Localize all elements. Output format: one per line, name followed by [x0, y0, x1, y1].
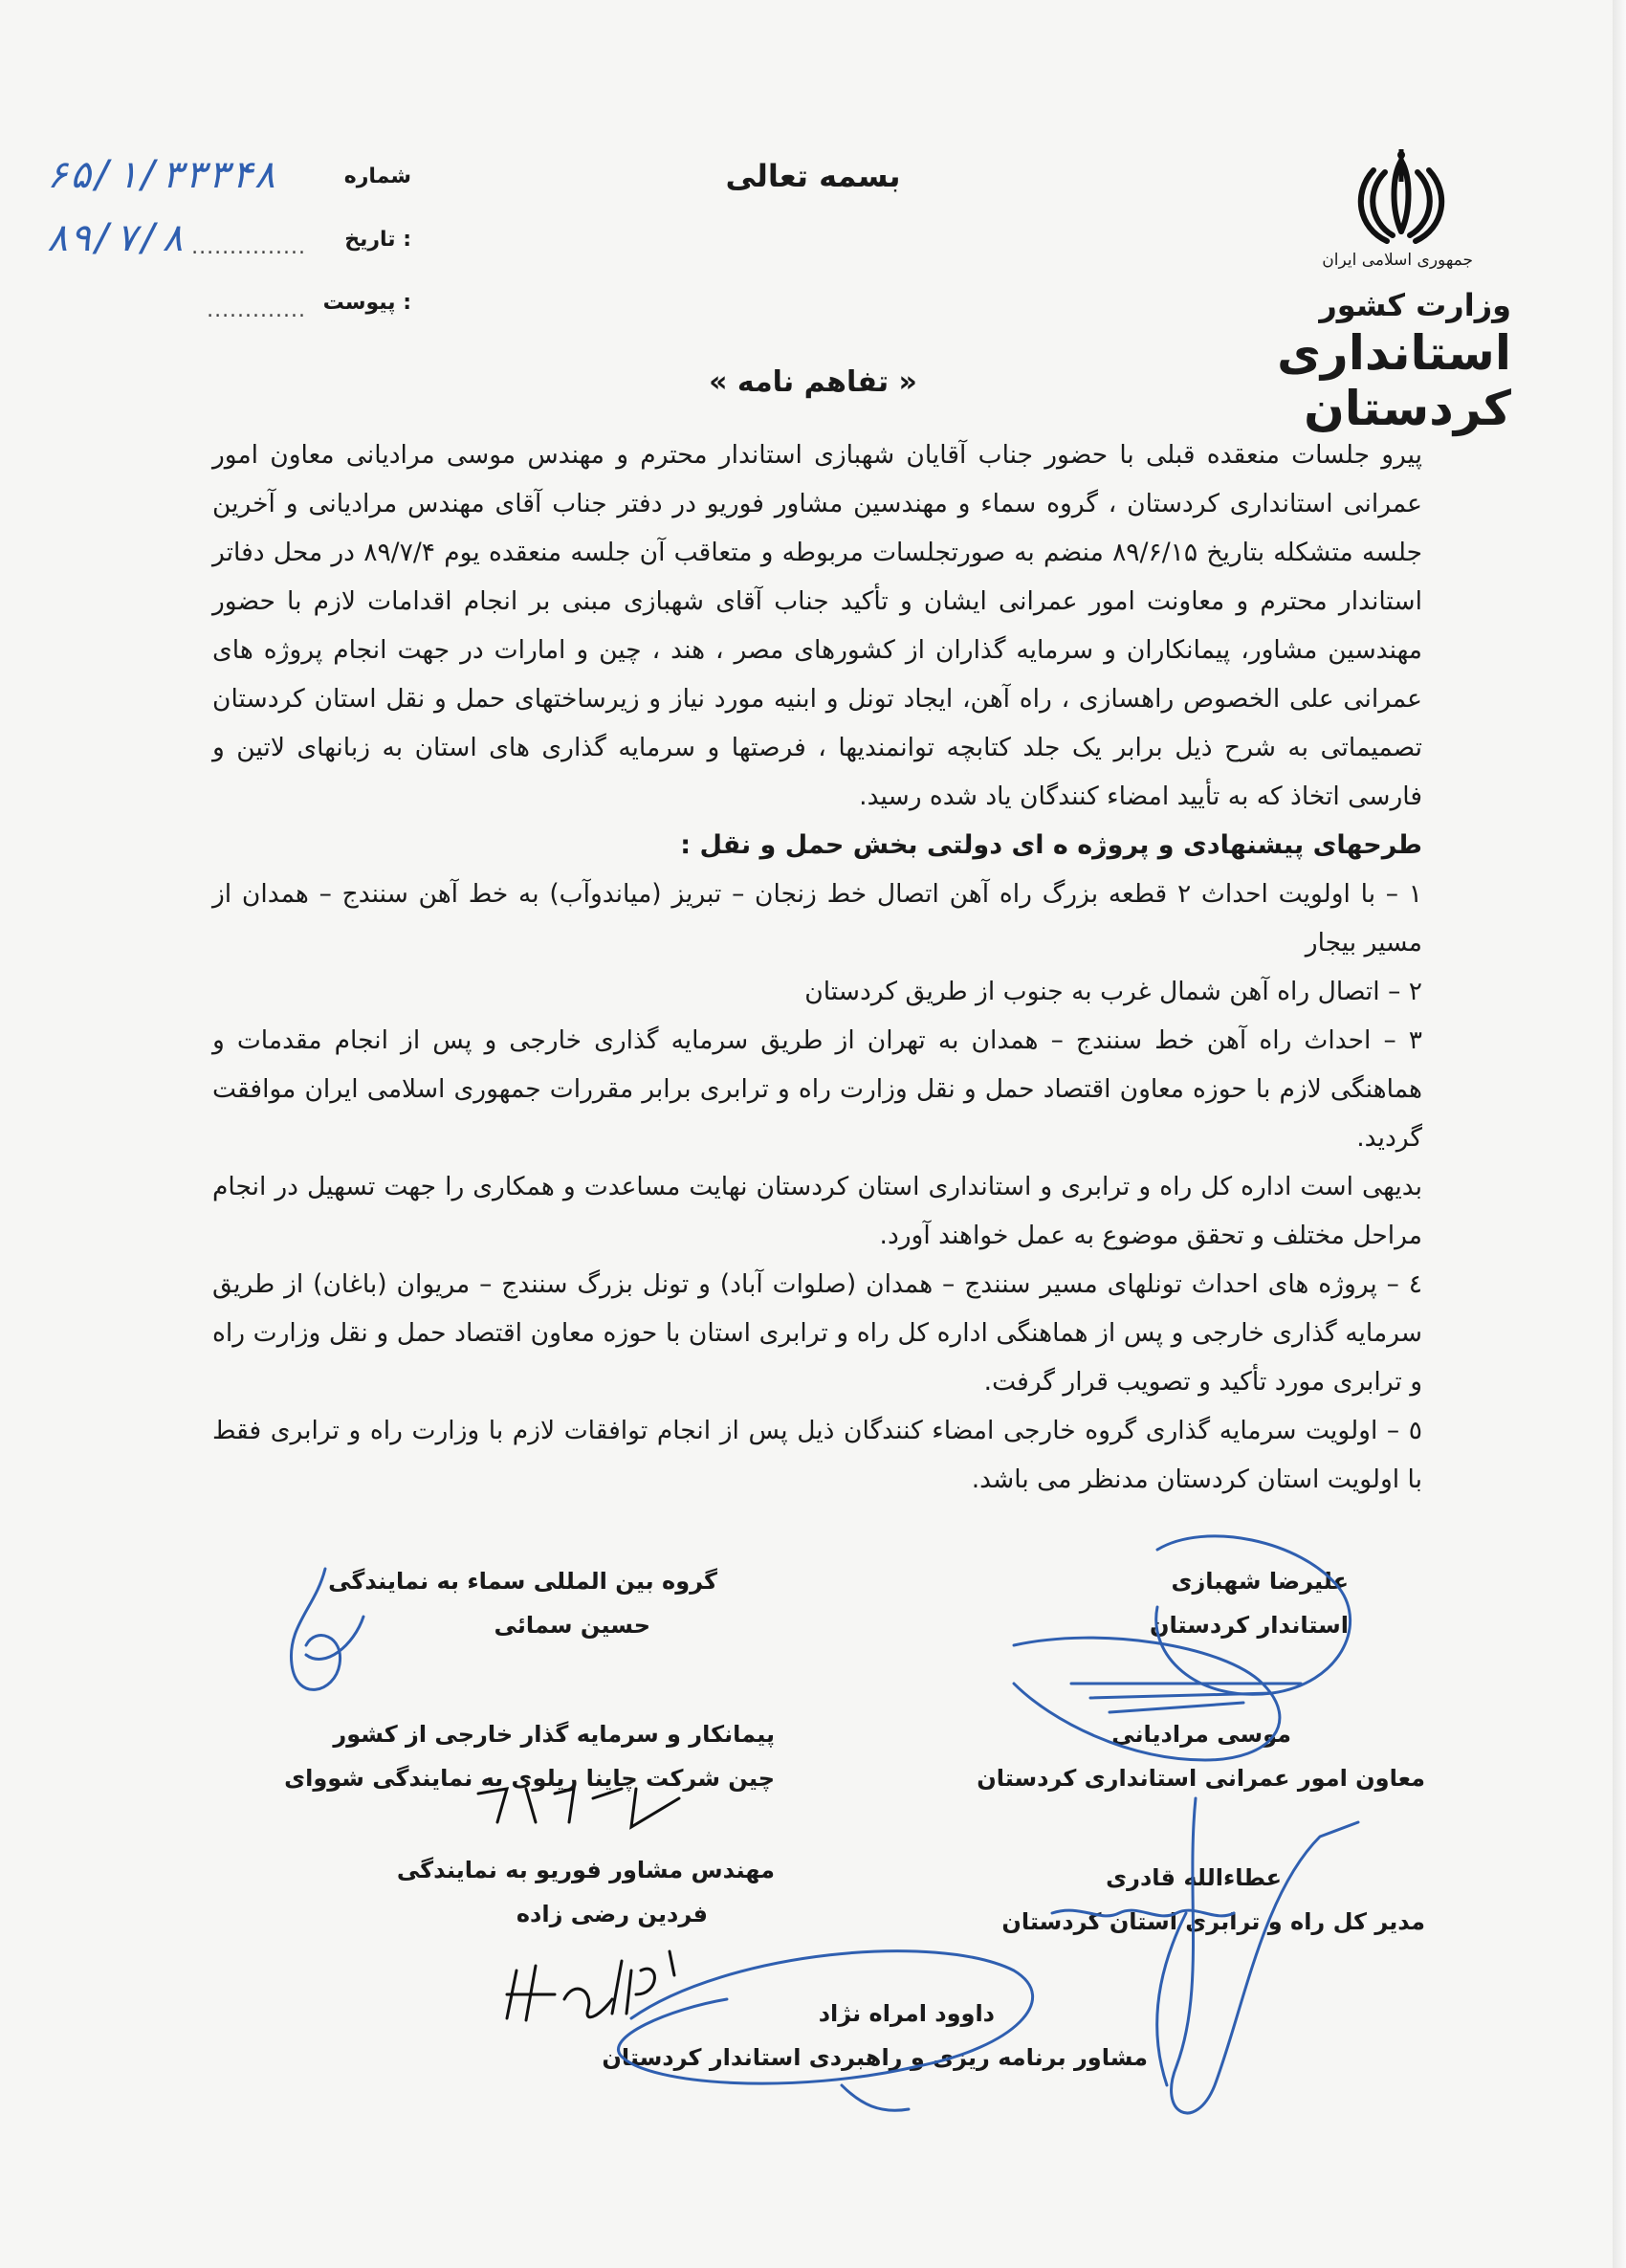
advisor-line2: مشاور برنامه ریزی و راهبردی استاندار کردستان — [602, 2044, 1148, 2071]
letter-meta — [38, 153, 421, 342]
signature-advisor — [602, 1992, 1148, 2080]
governor-line2: استاندار کردستان — [1149, 1612, 1349, 1639]
item-5: ٥ – اولویت سرمایه گذاری گروه خارجی امضاء کنندگان ذیل پس از انجام توافقات لازم با وزارت راه و ترابری فقط با اولویت استان کردستان مدنظر می باشد. — [212, 1416, 1422, 1494]
intro-paragraph: پیرو جلسات منعقده قبلی با حضور جناب آقایان شهبازی استاندار محترم و مهندس موسی مرادیانی معاون امور عمرانی استانداری کردستان ، گروه سماء و مهندسین مشاور فوریو در دفتر جناب آقای مهندس مرادیانی و آخرین جلسه متشکله بتاریخ ۸۹/۶/۱۵ منضم به صورتجلسات مربوطه و متعاقب آن جلسه منعقده یوم ۸۹/۷/۴ در محل دفاتر استاندار محترم و معاونت امور عمرانی ایشان و تأکید جناب آقای شهبازی مبنی بر انجام اقدامات لازم با حضور مهندسین مشاور، پیمانکاران و سرمایه گذاران از کشورهای مصر ، هند ، چین و امارات در جهت انجام پروژه های عمرانی علی الخصوص راهسازی ، راه آهن، ایجاد تونل و ابنیه مورد نیاز و زیرساختهای حمل و نقل استان کردستان تصمیماتی به شرح ذیل برابر یک جلد کتابچه توانمندیها ، فرصتها و سرمایه گذاری های استان به زبانهای لاتین و فارسی اتخاذ که به تأیید امضاء کنندگان یاد شده رسید. — [212, 440, 1422, 811]
note-paragraph: بدیهی است اداره کل راه و ترابری و استانداری استان کردستان نهایت مساعدت و همکاری را جهت تسهیل در انجام مراحل مختلف و تحقق موضوع به عمل خواهند آورد. — [212, 1172, 1422, 1250]
province-title: استانداری کردستان — [1277, 325, 1511, 436]
attachment-row — [38, 279, 421, 342]
date-value: ۸۹/۷/۸ — [46, 216, 185, 260]
item-3: ۳ – احداث راه آهن خط سنندج – همدان به تهران از طریق سرمایه گذاری خارجی و پس از انجام مقدمات و هماهنگی لازم با حوزه معاون اقتصاد حمل و نقل وزارت راه و ترابری برابر مقررات جمهوری اسلامی ایران موافقت گردید. — [212, 1025, 1422, 1153]
item-2: ۲ – اتصال راه آهن شمال غرب به جنوب از طریق کردستان — [804, 977, 1422, 1006]
date-label: تاریخ : — [344, 228, 411, 252]
republic-label: جمهوری اسلامی ایران — [1322, 251, 1473, 270]
document-body — [212, 430, 1422, 1504]
contractor-line2: چین شرکت چاینا ریلوی به نمایندگی شووای — [284, 1765, 775, 1792]
attachment-dots: ............. — [207, 298, 306, 322]
bismillah-heading: بسمه تعالی — [725, 158, 901, 194]
document-subject: « تفاهم نامه » — [709, 365, 917, 399]
date-row — [38, 216, 421, 279]
signature-director — [1001, 1856, 1425, 1944]
item-1: ۱ – با اولویت احداث ۲ قطعه بزرگ راه آهن اتصال خط زنجان – تبریز (میاندوآب) به خط آهن سنندج – همدان از مسیر بیجار — [212, 879, 1423, 958]
ministry-title: وزارت کشور — [1319, 287, 1511, 323]
consultant-line2: فردین رضی زاده — [516, 1901, 708, 1927]
director-line1: عطاءالله قادری — [1106, 1864, 1282, 1891]
section-heading: طرحهای پیشنهادی و پروژه ه ای دولتی بخش حمل و نقل : — [680, 830, 1422, 860]
signature-scribble-deputy — [1172, 1798, 1358, 2113]
advisor-line1: داوود امراه نژاد — [818, 2000, 995, 2027]
number-label: شماره — [343, 165, 411, 188]
signature-consultant — [397, 1848, 775, 1936]
attachment-label: پیوست : — [322, 291, 411, 315]
signature-deputy — [977, 1712, 1425, 1800]
governor-line1: علیرضا شهبازی — [1171, 1568, 1349, 1595]
item-4: ٤ – پروژه های احداث تونلهای مسیر سنندج – همدان (صلوات آباد) و تونل بزرگ سنندج – مریوان (باغان) از طریق سرمایه گذاری خارجی و پس از هماهنگی اداره کل راه و ترابری استان با حوزه معاون اقتصاد حمل و نقل وزارت راه و ترابری مورد تأکید و تصویب قرار گرفت. — [212, 1269, 1422, 1397]
iran-emblem-icon — [1349, 143, 1454, 249]
signature-governor — [1150, 1559, 1349, 1647]
deputy-line2: معاون امور عمرانی استانداری کردستان — [977, 1765, 1425, 1792]
number-row — [38, 153, 421, 216]
sama-line2: حسین سمائی — [494, 1612, 650, 1639]
director-line2: مدیر کل راه و ترابری استان کردستان — [1001, 1908, 1425, 1935]
sama-line1: گروه بین المللی سماء به نمایندگی — [328, 1568, 717, 1595]
page-edge — [1613, 0, 1626, 2268]
contractor-line1: پیمانکار و سرمایه گذار خارجی از کشور — [333, 1721, 775, 1748]
consultant-line1: مهندس مشاور فوریو به نمایندگی — [396, 1857, 775, 1883]
number-value: ۶۵/۱/۳۳۳۴۸ — [46, 153, 276, 197]
signature-sama — [328, 1559, 717, 1647]
deputy-line1: موسی مرادیانی — [1111, 1721, 1291, 1748]
date-dots: ............... — [191, 235, 306, 259]
signature-contractor — [284, 1712, 775, 1800]
